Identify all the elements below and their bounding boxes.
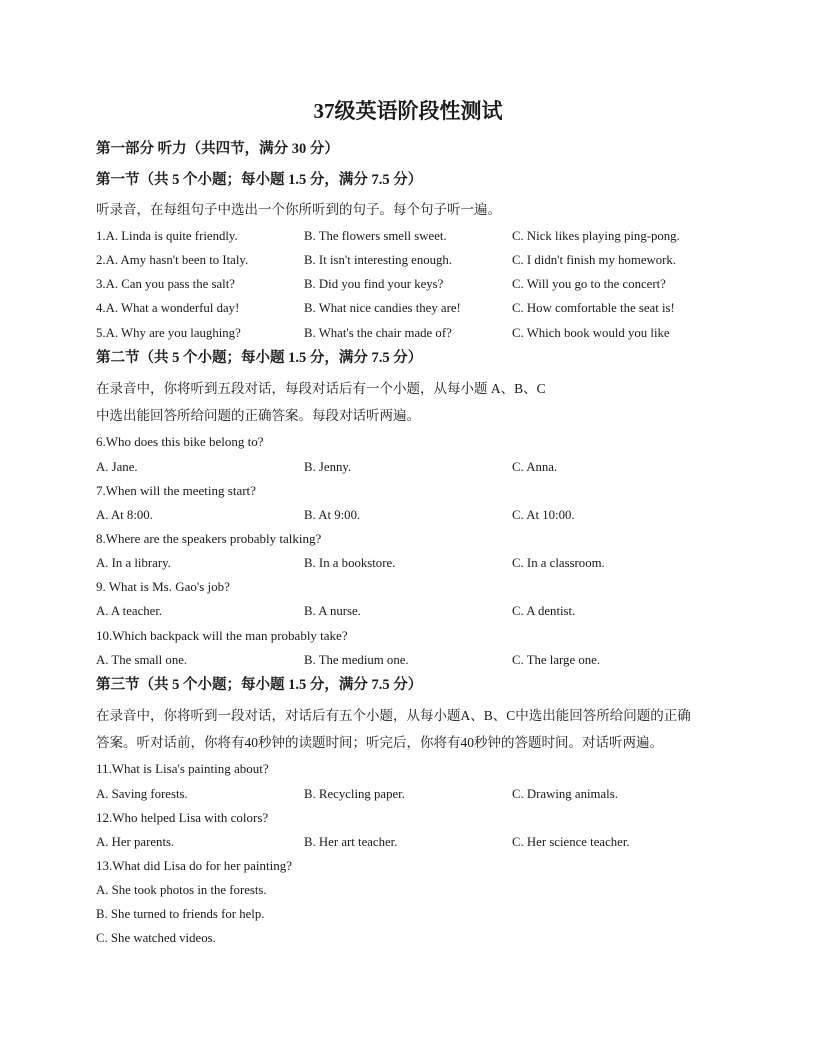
section3-instruction-line1: 在录音中，你将听到一段对话，对话后有五个小题，从每小题A、B、C中选出能回答所给问题的正确 [96, 708, 691, 723]
section1-instruction: 听录音，在每组句子中选出一个你所听到的句子。每个句子听一遍。 [96, 202, 501, 217]
q6-question: 6.Who does this bike belong to? [96, 434, 264, 449]
section2-instruction-line1: 在录音中，你将听到五段对话，每段对话后有一个小题，从每小题 A、B、C [96, 381, 546, 396]
q10-option-a: A. The small one. [96, 653, 188, 667]
q13-option-b: B. She turned to friends for help. [96, 907, 265, 921]
q5-option-c: C. Which book would you like [512, 326, 670, 340]
q6-option-b: B. Jenny. [304, 460, 352, 474]
q7-option-c: C. At 10:00. [512, 508, 575, 522]
q1-option-c: C. Nick likes playing ping-pong. [512, 229, 680, 243]
section2-heading: 第二节（共 5 个小题；每小题 1.5 分，满分 7.5 分） [96, 350, 423, 366]
q11-option-b: B. Recycling paper. [304, 787, 405, 801]
q9-option-b: B. A nurse. [304, 604, 361, 618]
q8-question: 8.Where are the speakers probably talking? [96, 531, 322, 546]
q13-option-a: A. She took photos in the forests. [96, 883, 267, 897]
q4-option-c: C. How comfortable the seat is! [512, 301, 675, 315]
section2-instruction-line2: 中选出能回答所给问题的正确答案。每段对话听两遍。 [96, 408, 420, 423]
q11-option-c: C. Drawing animals. [512, 787, 618, 801]
q11-question: 11.What is Lisa's painting about? [96, 761, 269, 776]
q5-option-b: B. What's the chair made of? [304, 326, 452, 340]
section3-heading: 第三节（共 5 个小题；每小题 1.5 分，满分 7.5 分） [96, 677, 423, 693]
q11-option-a: A. Saving forests. [96, 787, 188, 801]
q12-option-c: C. Her science teacher. [512, 835, 630, 849]
q9-question: 9. What is Ms. Gao's job? [96, 579, 230, 594]
q1-option-b: B. The flowers smell sweet. [304, 229, 447, 243]
q4-option-a: 4.A. What a wonderful day! [96, 301, 240, 315]
q12-option-a: A. Her parents. [96, 835, 175, 849]
q7-option-b: B. At 9:00. [304, 508, 361, 522]
q9-option-a: A. A teacher. [96, 604, 163, 618]
q2-option-a: 2.A. Amy hasn't been to Italy. [96, 253, 249, 267]
q8-option-a: A. In a library. [96, 556, 171, 570]
q8-option-c: C. In a classroom. [512, 556, 605, 570]
q13-option-c: C. She watched videos. [96, 931, 216, 945]
page-title: 37级英语阶段性测试 [313, 99, 503, 123]
q10-option-b: B. The medium one. [304, 653, 409, 667]
q3-option-b: B. Did you find your keys? [304, 277, 444, 291]
q12-question: 12.Who helped Lisa with colors? [96, 810, 269, 825]
q7-option-a: A. At 8:00. [96, 508, 153, 522]
q3-option-a: 3.A. Can you pass the salt? [96, 277, 235, 291]
q3-option-c: C. Will you go to the concert? [512, 277, 666, 291]
q4-option-b: B. What nice candies they are! [304, 301, 461, 315]
q8-option-b: B. In a bookstore. [304, 556, 396, 570]
q10-option-c: C. The large one. [512, 653, 601, 667]
q2-option-c: C. I didn't finish my homework. [512, 253, 677, 267]
q13-question: 13.What did Lisa do for her painting? [96, 858, 293, 873]
q10-question: 10.Which backpack will the man probably take? [96, 628, 348, 643]
section1-heading: 第一节（共 5 个小题；每小题 1.5 分，满分 7.5 分） [96, 172, 423, 188]
section3-instruction-line2: 答案。听对话前，你将有40秒钟的读题时间；听完后，你将有40秒钟的答题时间。对话听两遍。 [96, 735, 663, 750]
part1-heading: 第一部分 听力（共四节，满分 30 分） [96, 141, 339, 157]
q6-option-c: C. Anna. [512, 460, 558, 474]
q12-option-b: B. Her art teacher. [304, 835, 398, 849]
q1-option-a: 1.A. Linda is quite friendly. [96, 229, 238, 243]
q2-option-b: B. It isn't interesting enough. [304, 253, 453, 267]
q7-question: 7.When will the meeting start? [96, 483, 256, 498]
q9-option-c: C. A dentist. [512, 604, 576, 618]
q6-option-a: A. Jane. [96, 460, 138, 474]
q5-option-a: 5.A. Why are you laughing? [96, 326, 241, 340]
